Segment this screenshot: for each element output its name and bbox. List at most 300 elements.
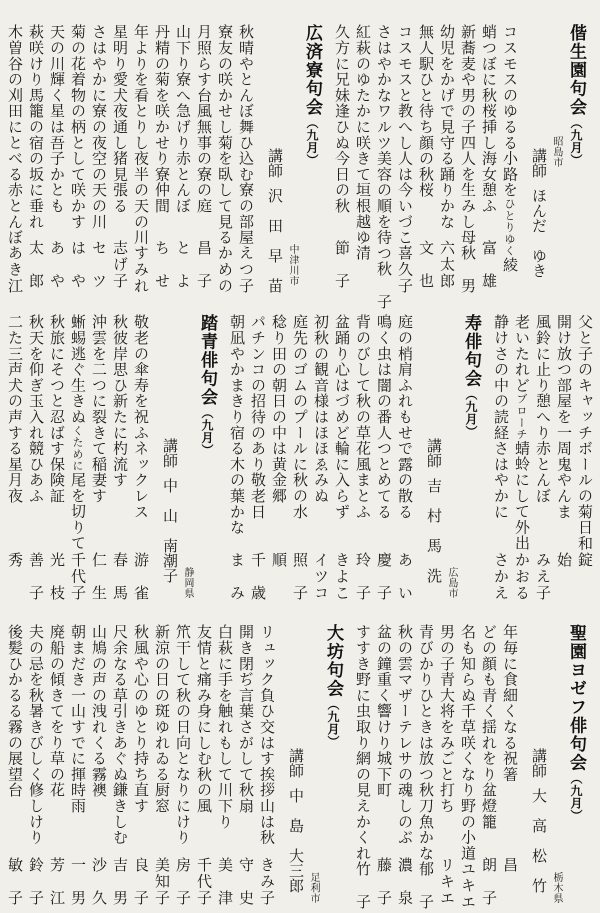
poem-text — [66, 24, 87, 229]
poem-text-main: パチンコの招待のあり敬老日 — [249, 314, 265, 520]
poem-column — [129, 314, 150, 602]
poem-column — [24, 314, 45, 602]
poem-author: 美津 — [216, 857, 232, 905]
poem-text — [531, 314, 552, 504]
poem-column — [393, 314, 414, 602]
poem-author: 富雄 — [480, 240, 496, 288]
poem-author: あや — [48, 240, 64, 288]
poem-text-main: 開け放つ部屋を一周鬼やんま — [555, 314, 571, 520]
poem-author: さかえ — [492, 552, 508, 600]
poem-text — [330, 24, 351, 214]
poem-author: 秋子 — [375, 261, 391, 309]
poem-author: 玲子 — [354, 552, 370, 600]
poem-text — [246, 314, 267, 519]
lecturer-label: 講師 — [425, 438, 441, 468]
poem-text — [372, 624, 393, 798]
section-lecturer — [421, 314, 444, 602]
poem-text-main: 父と子のキャッチボールの菊日和 — [576, 314, 592, 551]
poem-author: イツコ — [312, 552, 328, 600]
poem-text — [552, 314, 573, 519]
poem-text-main: さはやかなワルツ美容の順を待つ — [375, 24, 391, 261]
poem-column — [150, 624, 171, 907]
poem-column — [351, 24, 372, 290]
poem-column — [552, 314, 573, 602]
poem-author: 游雀 — [132, 552, 148, 600]
poem-text — [24, 314, 45, 504]
poem-author: 竹子 — [354, 861, 370, 909]
poem-author: 千代子 — [69, 552, 85, 600]
poem-column — [87, 624, 108, 907]
poem-author: 守史 — [237, 857, 253, 905]
poem-text-main: 新涼の日の斑ゆれゐる厨窓 — [153, 624, 169, 814]
poem-author: 昌子 — [195, 240, 211, 288]
poem-column — [489, 314, 510, 602]
section-month: ︵九月︶ — [305, 116, 319, 167]
poem-text — [213, 24, 234, 245]
poem-column — [393, 624, 414, 907]
poem-author: きみ子 — [258, 857, 274, 905]
section-header — [526, 24, 590, 290]
poem-text — [393, 314, 414, 519]
poem-text-main: 静けさの中の読経さはやかに — [492, 314, 508, 520]
poem-text — [414, 24, 435, 198]
section-title-column — [458, 314, 485, 602]
poem-text-main: 寮友の咲かせし菊を臥して見る — [216, 24, 232, 246]
poem-column — [435, 624, 456, 907]
poem-text — [192, 24, 213, 214]
poem-text — [477, 24, 498, 214]
poem-author: 節子 — [333, 240, 349, 288]
poem-text — [45, 624, 66, 798]
poem-column — [66, 624, 87, 907]
poem-text — [435, 624, 456, 814]
section-location — [549, 624, 563, 907]
poem-text-main: どの顔も青く揺れをり盆燈籠 — [480, 624, 496, 830]
poem-text-main: 二た三声犬の声する星月夜 — [6, 314, 22, 504]
poem-text-main: 無人駅ひと待ち顔の秋桜 — [417, 24, 433, 198]
poem-text — [255, 624, 276, 845]
poem-text-main: 天の川輝く星は吾子かとも — [48, 24, 64, 214]
poem-text — [234, 24, 255, 245]
poem-author: 春馬 — [111, 552, 127, 600]
poem-author: 一男 — [69, 857, 85, 905]
poem-column — [246, 314, 267, 602]
poem-author: 千歳 — [249, 552, 265, 600]
poem-text-main: すすき野に虫取り網の見えかくれ — [354, 624, 370, 861]
section-title: 寿俳句会 — [462, 314, 481, 388]
poem-column — [213, 624, 234, 907]
section-title: 聖園ヨゼフ俳句会 — [567, 624, 586, 772]
section-title: 広済寮句会 — [303, 24, 322, 117]
poem-column — [129, 24, 150, 294]
poem-author: 昌 — [501, 857, 517, 872]
poem-text-main: 紅萩のゆたかに咲きて垣根越ゆ — [354, 24, 370, 246]
section-header — [157, 314, 221, 602]
poem-text — [3, 314, 24, 504]
poem-column — [510, 314, 531, 602]
poem-text — [108, 624, 129, 845]
poem-text — [498, 624, 519, 782]
poem-author: 芳江 — [48, 857, 64, 905]
poem-author: 慶子 — [375, 552, 391, 600]
poem-text — [150, 624, 171, 814]
section-header — [421, 314, 485, 602]
section-month: ︵九月︶ — [326, 698, 340, 748]
poem-column — [477, 624, 498, 907]
poem-text — [192, 624, 213, 814]
poem-text-rest: 尾を切りて — [69, 471, 85, 551]
section-header — [262, 24, 326, 293]
poem-column — [129, 624, 150, 907]
poem-author: 始 — [555, 552, 571, 567]
poem-text — [225, 314, 246, 535]
poem-text-main: 萩咲けり馬籠の宿の坂に垂れ — [27, 24, 43, 230]
poem-column — [267, 314, 288, 602]
poem-text — [45, 314, 66, 504]
poem-text-main: 名も知らぬ千草咲くなり野の小道 — [459, 624, 475, 861]
poem-column — [573, 314, 594, 602]
poem-text-main: 秋天を仰ぎ玉入れ競ひあふ — [27, 314, 43, 504]
poem-column — [87, 24, 108, 290]
poem-text — [45, 24, 66, 214]
section-title: 大坊句会 — [324, 624, 343, 698]
section-month: ︵九月︶ — [464, 388, 478, 438]
lecturer-name: 中 山 南潮子 — [161, 478, 177, 583]
poem-column — [150, 24, 171, 290]
section-lecturer — [157, 314, 180, 602]
poem-column — [66, 24, 87, 290]
lecturer-label: 講師 — [161, 438, 177, 468]
section-title-column — [194, 314, 221, 602]
poem-text — [234, 624, 255, 814]
poem-author: 清 — [354, 245, 370, 261]
section-lecturer — [526, 24, 549, 290]
poem-column — [498, 24, 519, 290]
poem-column — [66, 314, 87, 602]
lecturer-name: 中 島 大三郎 — [287, 788, 303, 893]
location-label: 栃木県 — [551, 871, 562, 903]
poem-text-small: くために — [71, 424, 83, 472]
poem-column — [456, 624, 477, 907]
poem-text — [66, 624, 87, 814]
lecturer-label: 講師 — [266, 148, 282, 178]
poem-column — [108, 624, 129, 907]
poem-text-main: コスモスのゆるる小路を — [501, 24, 517, 198]
poem-text — [129, 624, 150, 814]
poem-author: 六太郎 — [438, 240, 454, 288]
section-month: ︵九月︶ — [200, 406, 214, 457]
poem-author: 太郎 — [27, 240, 43, 288]
poem-column — [456, 24, 477, 294]
poem-text — [87, 314, 108, 504]
poem-text-main: 年毎に食細くなる祝箸 — [501, 624, 517, 782]
poem-text — [129, 24, 150, 245]
poem-text — [87, 624, 108, 798]
column-band-1 — [3, 24, 594, 309]
poem-text-main: 盆の鐘重く響けり城下町 — [375, 624, 391, 798]
poem-text-rest: 蜻蛉にして外出 — [513, 440, 529, 551]
poem-text-main: コスモスと教へし人は今いづこ — [396, 24, 412, 246]
poem-column — [531, 314, 552, 602]
poem-column — [192, 624, 213, 907]
section-header — [283, 624, 347, 907]
section-lecturer — [283, 624, 306, 907]
poem-text-main: 新蕎麦や男の子四人を生みし母 — [459, 24, 475, 246]
poem-column — [414, 24, 435, 290]
poem-text-main: 敬老の傘寿を祝ふネックレス — [132, 314, 148, 520]
poem-text — [108, 24, 129, 214]
poem-text — [213, 624, 234, 829]
poem-text-main: 背のびして秋の草花風まとふ — [354, 314, 370, 520]
lecturer-name: ほんだ ゆき — [530, 188, 546, 278]
poem-text — [351, 24, 372, 245]
poem-author: 仁生 — [90, 552, 106, 600]
poem-text-main: 蛸つぼに秋桜挿し海女憩ふ — [480, 24, 496, 214]
poem-author: 千代子 — [195, 857, 211, 905]
section-title-column — [563, 624, 590, 907]
poem-author: あい — [396, 552, 412, 600]
poem-text-main: 秋旅にそつと忍ばす保険証 — [48, 314, 64, 504]
poem-column — [351, 314, 372, 602]
poem-author: はや — [69, 240, 85, 288]
poem-text-main: 庭先のゴムのプールに秋の水 — [291, 314, 307, 520]
poem-text-main: 蜥蜴逃ぐ生きぬ — [69, 314, 85, 425]
poem-column — [108, 314, 129, 602]
poem-text-main: 星明り愛犬夜通し猪見張る — [111, 24, 127, 214]
poem-text-main: 秋の雲マザーテレサの魂しのぶ — [396, 624, 412, 846]
section-title-column — [299, 24, 326, 290]
poem-author: リキエ — [438, 857, 454, 905]
poem-text-main: 廃船の傾きてをり草の花 — [48, 624, 64, 798]
poem-text — [267, 314, 288, 504]
poem-text-main: 男の子青大将をみごと打ち — [438, 624, 454, 814]
section-location — [444, 314, 458, 602]
poem-text-main: 鳴く虫は闇の番人つとめてる — [375, 314, 391, 520]
poem-text-main: 丹精の菊を咲かせり寮仲間 — [153, 24, 169, 214]
poem-text — [66, 314, 87, 551]
poem-author: 敏子 — [6, 857, 22, 905]
poem-column — [45, 314, 66, 602]
location-label: 足利市 — [308, 871, 319, 903]
poem-text — [477, 624, 498, 829]
poem-column — [477, 24, 498, 290]
poem-author: 秋男 — [459, 245, 475, 294]
location-label: 静岡県 — [182, 566, 193, 598]
poem-column — [108, 24, 129, 290]
poem-column — [435, 24, 456, 290]
poem-column — [24, 624, 45, 907]
poem-author: 錠 — [576, 552, 592, 567]
poem-author: 善子 — [27, 552, 43, 600]
poem-text-main: 山鳩の声の洩れくる霧襖 — [90, 624, 106, 798]
poem-column — [192, 24, 213, 290]
poem-text-main: 木曽谷の刈田にとべる赤とんぼ — [6, 24, 22, 246]
poem-text — [573, 314, 594, 551]
poem-column — [288, 314, 309, 602]
poem-author: 沙久 — [90, 857, 106, 905]
poem-text-main: さはやかに寮の夜空の天の川 — [90, 24, 106, 230]
poem-column — [213, 24, 234, 294]
poem-text-main: 稔り田の朝日の中は黄金郷 — [270, 314, 286, 504]
section-lecturer — [526, 624, 549, 907]
poem-author: 美知子 — [153, 857, 169, 905]
poem-text — [414, 624, 435, 861]
poem-text-main: 笊干して秋の日向となりにけり — [174, 624, 190, 846]
column-band-2 — [3, 314, 594, 602]
poem-text — [87, 24, 108, 229]
poem-text — [498, 24, 519, 257]
poem-text — [150, 24, 171, 214]
poem-column — [372, 624, 393, 907]
poem-author: すみれ — [132, 245, 148, 294]
poem-author: かおる — [513, 552, 529, 600]
poem-text-main: 沖雲を二つに裂きて稲妻す — [90, 314, 106, 504]
poem-column — [45, 24, 66, 290]
poem-text-main: 夫の忌を秋暑きびしく修しけり — [27, 624, 43, 846]
poem-author: 喜久子 — [396, 245, 412, 294]
section-title: 踏青俳句会 — [198, 314, 217, 407]
poem-text — [24, 24, 45, 229]
poem-author: ちせ — [153, 240, 169, 288]
section-month: ︵九月︶ — [569, 116, 583, 167]
poem-author: 綾 — [501, 256, 517, 272]
poem-author: 照子 — [291, 552, 307, 600]
section-title-column — [320, 624, 347, 907]
poem-text-main: 後髪ひかるる霧の展望台 — [6, 624, 22, 798]
poem-text-main: 朝凪やかまきり宿る木の葉かな — [228, 314, 244, 536]
location-label: 中津川市 — [287, 244, 298, 286]
poem-text-main: 青びかりひときは放つ秋刀魚かな — [417, 624, 433, 861]
poem-text — [330, 314, 351, 519]
poem-author: きよこ — [333, 552, 349, 600]
poem-text-main: 盆踊り心はづめど輪に入らず — [333, 314, 349, 520]
poem-text — [372, 314, 393, 519]
column-band-3 — [3, 624, 594, 907]
poem-text-main: 白萩に手を触れもして川下り — [216, 624, 232, 830]
poem-author: かめの — [216, 245, 232, 294]
poem-column — [171, 624, 192, 907]
poem-text-small: ブローチ — [515, 393, 527, 441]
poem-text — [108, 314, 129, 488]
poem-text-main: 庭の梢肩ふれもせで露の散る — [396, 314, 412, 520]
poem-column — [372, 314, 393, 602]
lecturer-label: 講師 — [530, 748, 546, 778]
section-title-column — [563, 24, 590, 290]
poem-text — [3, 24, 24, 245]
lecturer-name: 大 高 松 竹 — [530, 788, 546, 893]
poem-text-main: 月照らす台風無事の寮の庭 — [195, 24, 211, 214]
poem-text-main: 朝まだき一山すでに揮時雨 — [69, 624, 85, 814]
poem-column — [351, 624, 372, 907]
poem-text — [24, 624, 45, 845]
poem-text — [489, 314, 510, 519]
poem-author: 郁子 — [417, 861, 433, 909]
poem-author: えつ子 — [237, 245, 253, 294]
poem-author: 良子 — [132, 857, 148, 905]
poem-column — [3, 24, 24, 294]
poem-author: 鈴子 — [27, 857, 43, 905]
section-location — [306, 624, 320, 907]
section-header — [526, 624, 590, 907]
lecturer-name: 沢 田 早 苗 — [266, 188, 282, 293]
lecturer-name: 吉 村 馬 洗 — [425, 478, 441, 583]
poem-column — [225, 314, 246, 602]
poem-text — [456, 24, 477, 245]
location-label: 広島市 — [446, 566, 457, 598]
poem-author: 順 — [270, 552, 286, 567]
poem-author: 吉男 — [111, 857, 127, 905]
poem-text-main: 山下り寮へ急げり赤とんぼ — [174, 24, 190, 214]
poem-author: 志げ子 — [111, 240, 127, 288]
poem-text — [351, 314, 372, 519]
poem-column — [372, 24, 393, 309]
location-label: 昭島市 — [551, 136, 562, 168]
poem-text — [510, 314, 531, 551]
poem-text — [393, 624, 414, 845]
poem-column — [393, 24, 414, 294]
poem-text-main: 風鈴に止り憩へり赤とんぼ — [534, 314, 550, 504]
lecturer-label: 講師 — [287, 748, 303, 778]
poem-author: まみ — [228, 552, 244, 600]
poem-text-main: 幼児をかげで見守る踊りかな — [438, 24, 454, 230]
poem-text — [309, 314, 330, 504]
poem-column — [3, 624, 24, 907]
poem-author: 朗子 — [480, 857, 496, 905]
poem-column — [330, 24, 351, 290]
poem-text-main: 久方に兄妹逢ひぬ今日の秋 — [333, 24, 349, 214]
poem-column — [87, 314, 108, 602]
poem-author: ユキエ — [459, 861, 475, 909]
poem-column — [3, 314, 24, 602]
poem-author: みえ子 — [534, 552, 550, 600]
poem-text — [3, 624, 24, 798]
section-location — [285, 24, 299, 290]
poem-text — [288, 314, 309, 519]
poem-text-main: 尺余なる草引きあぐぬ鎌きしむ — [111, 624, 127, 846]
poem-text-main: 秋風や心のゆとり持ち直す — [132, 624, 148, 814]
poem-text-main: 老いたれど — [513, 314, 529, 393]
poem-author: 秀 — [6, 552, 22, 567]
poem-text-main: 菊の花着物の柄として咲かす — [69, 24, 85, 230]
poem-author: 藤子 — [375, 857, 391, 905]
poem-author: 濃泉 — [396, 857, 412, 905]
poem-text — [372, 24, 393, 261]
poem-author: あき江 — [6, 245, 22, 294]
poem-column — [255, 624, 276, 907]
poem-text — [171, 624, 192, 845]
poem-text-main: 初秋の観音様はほほゑみぬ — [312, 314, 328, 504]
poem-text — [456, 624, 477, 861]
poem-column — [45, 624, 66, 907]
poem-column — [309, 314, 330, 602]
poem-column — [414, 624, 435, 907]
poem-author: 光枝 — [48, 552, 64, 600]
poem-text-main: 友情と痛み身にしむ秋の風 — [195, 624, 211, 814]
poem-author: とよ — [174, 240, 190, 288]
poem-column — [24, 24, 45, 290]
poem-text — [129, 314, 150, 519]
poem-text-main: 年よりを看とりし夜半の天の川 — [132, 24, 148, 246]
poem-text-main: 秋晴やとんぼ舞ひ込む寮の部屋 — [237, 24, 253, 246]
poem-author: セツ — [90, 240, 106, 288]
poem-column — [234, 624, 255, 907]
section-location — [549, 24, 563, 290]
lecturer-label: 講師 — [530, 148, 546, 178]
poem-column — [171, 24, 192, 290]
poem-author: 文也 — [417, 240, 433, 288]
poem-text-main: リュック負ひ交はす挨拶山は秋 — [258, 624, 274, 846]
section-month: ︵九月︶ — [569, 772, 583, 822]
